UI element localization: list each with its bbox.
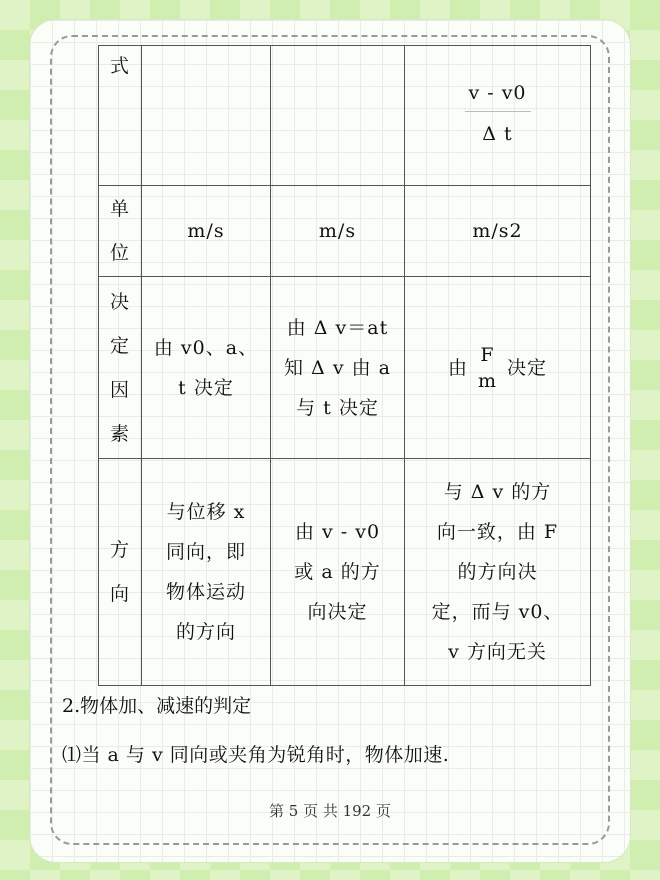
unit-cell-3: m/s2	[405, 186, 591, 277]
force-mass-fraction: F m	[477, 343, 498, 392]
point-1: ⑴当 a 与 v 同向或夹角为锐角时，物体加速.	[62, 744, 450, 766]
direction-cell-3: 与 Δ v 的方 向一致，由 F 的方向决 定，而与 v0、 v 方向无关	[405, 459, 591, 686]
table-row-formula	[99, 46, 591, 186]
page-footer: 第 5 页 共 192 页	[268, 802, 391, 820]
table-row-unit	[99, 186, 591, 277]
direction-cell-1: 与位移 x 同向，即 物体运动 的方向	[142, 459, 271, 686]
direction-cell-2: 由 v - v0 或 a 的方 向决定	[271, 459, 405, 686]
table-row-direction	[99, 459, 591, 686]
row-label-unit: 单 位	[99, 186, 142, 277]
factor-formula: 由 F m 决定	[447, 343, 548, 392]
row-label-formula: 式	[99, 46, 142, 186]
factor-cell-3	[405, 277, 591, 459]
formula-cell-3	[405, 46, 591, 186]
unit-cell-1: m/s	[142, 186, 271, 277]
formula-cell-2	[271, 46, 405, 186]
acceleration-formula	[465, 75, 531, 156]
factor-cell-2: 由 Δ v＝at 知 Δ v 由 a 与 t 决定	[271, 277, 405, 459]
row-label-factor: 决 定 因 素	[99, 277, 142, 459]
comparison-table	[98, 45, 591, 686]
row-label-direction: 方 向	[99, 459, 142, 686]
table-row-factor	[99, 277, 591, 459]
section-heading: 2.物体加、减速的判定	[62, 695, 252, 717]
formula-cell-1	[142, 46, 271, 186]
formula-denominator: Δ t	[482, 123, 513, 145]
formula-numerator: v - v0	[468, 82, 527, 104]
unit-cell-2: m/s	[271, 186, 405, 277]
factor-cell-1: 由 v0、a、 t 决定	[142, 277, 271, 459]
